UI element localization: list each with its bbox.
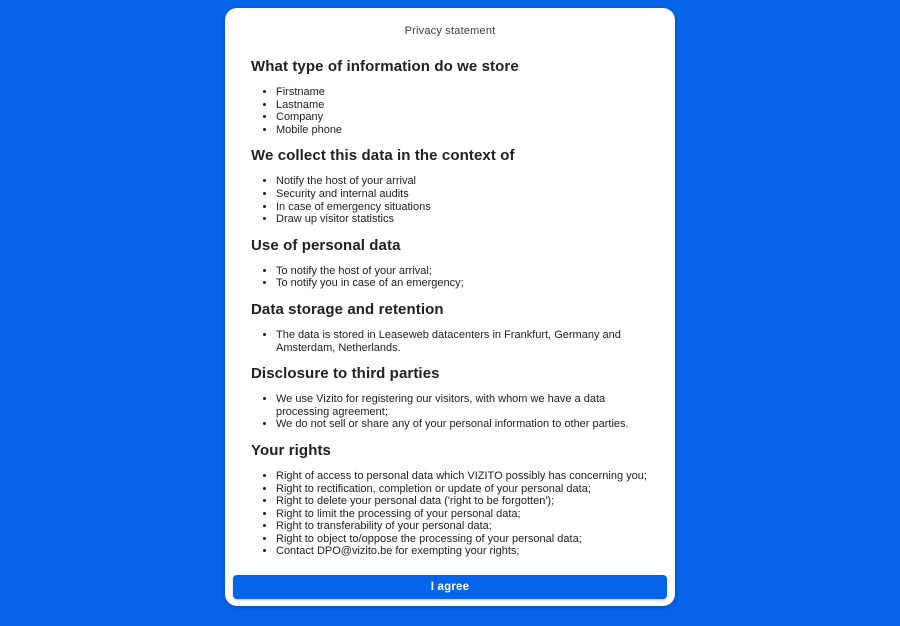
sections xyxy=(251,58,649,558)
privacy-section xyxy=(251,442,649,558)
section-list xyxy=(251,393,649,431)
list-item: • We use Vizito for registering our visitors, with whom we have a data processing agreement; xyxy=(276,393,649,418)
list-item: • Right to rectification, completion or update of your personal data; xyxy=(276,483,649,496)
section-heading: Disclosure to third parties xyxy=(251,365,440,383)
list-item: • To notify the host of your arrival; xyxy=(276,265,649,278)
section-heading: What type of information do we store xyxy=(251,58,519,75)
privacy-section xyxy=(251,365,649,431)
list-item: • Firstname xyxy=(276,86,649,99)
section-list xyxy=(251,470,649,558)
list-item: • Contact DPO@vizito.be for exempting your rights; xyxy=(276,545,649,558)
list-item: • Lastname xyxy=(276,99,649,112)
list-item: • We do not sell or share any of your personal information to other parties. xyxy=(276,418,649,431)
privacy-statement-dialog xyxy=(225,8,675,606)
section-list xyxy=(251,265,649,290)
privacy-section xyxy=(251,237,649,290)
privacy-section xyxy=(251,301,649,354)
list-item: • Security and internal audits xyxy=(276,188,649,201)
section-heading: Your rights xyxy=(251,441,331,459)
dialog-actions xyxy=(225,575,675,606)
list-item: • In case of emergency situations xyxy=(276,201,649,214)
list-item: • Right to limit the processing of your personal data; xyxy=(276,508,649,521)
list-item: • Right of access to personal data which VIZITO possibly has concerning you; xyxy=(276,470,649,483)
list-item: • The data is stored in Leaseweb datacenters in Frankfurt, Germany and Amsterdam, Netherlands. xyxy=(276,329,649,354)
list-item: • Mobile phone xyxy=(276,124,649,137)
dialog-title: Privacy statement xyxy=(404,25,496,37)
privacy-section xyxy=(251,147,649,225)
section-list xyxy=(251,329,649,354)
section-heading: Use of personal data xyxy=(251,236,401,254)
list-item: • Notify the host of your arrival xyxy=(276,175,649,188)
list-item: • Company xyxy=(276,111,649,124)
section-list xyxy=(251,86,649,136)
section-list xyxy=(251,175,649,225)
list-item: • Right to object to/oppose the processing of your personal data; xyxy=(276,533,649,546)
privacy-statement-content xyxy=(225,8,675,575)
list-item: • Right to transferability of your personal data; xyxy=(276,520,649,533)
section-heading: Data storage and retention xyxy=(251,300,444,318)
privacy-section xyxy=(251,58,649,136)
agree-button[interactable]: I agree xyxy=(233,575,667,599)
list-item: • Draw up visitor statistics xyxy=(276,213,649,226)
list-item: • To notify you in case of an emergency; xyxy=(276,277,649,290)
section-heading: We collect this data in the context of xyxy=(251,147,515,165)
list-item: • Right to delete your personal data ('right to be forgotten'); xyxy=(276,495,649,508)
